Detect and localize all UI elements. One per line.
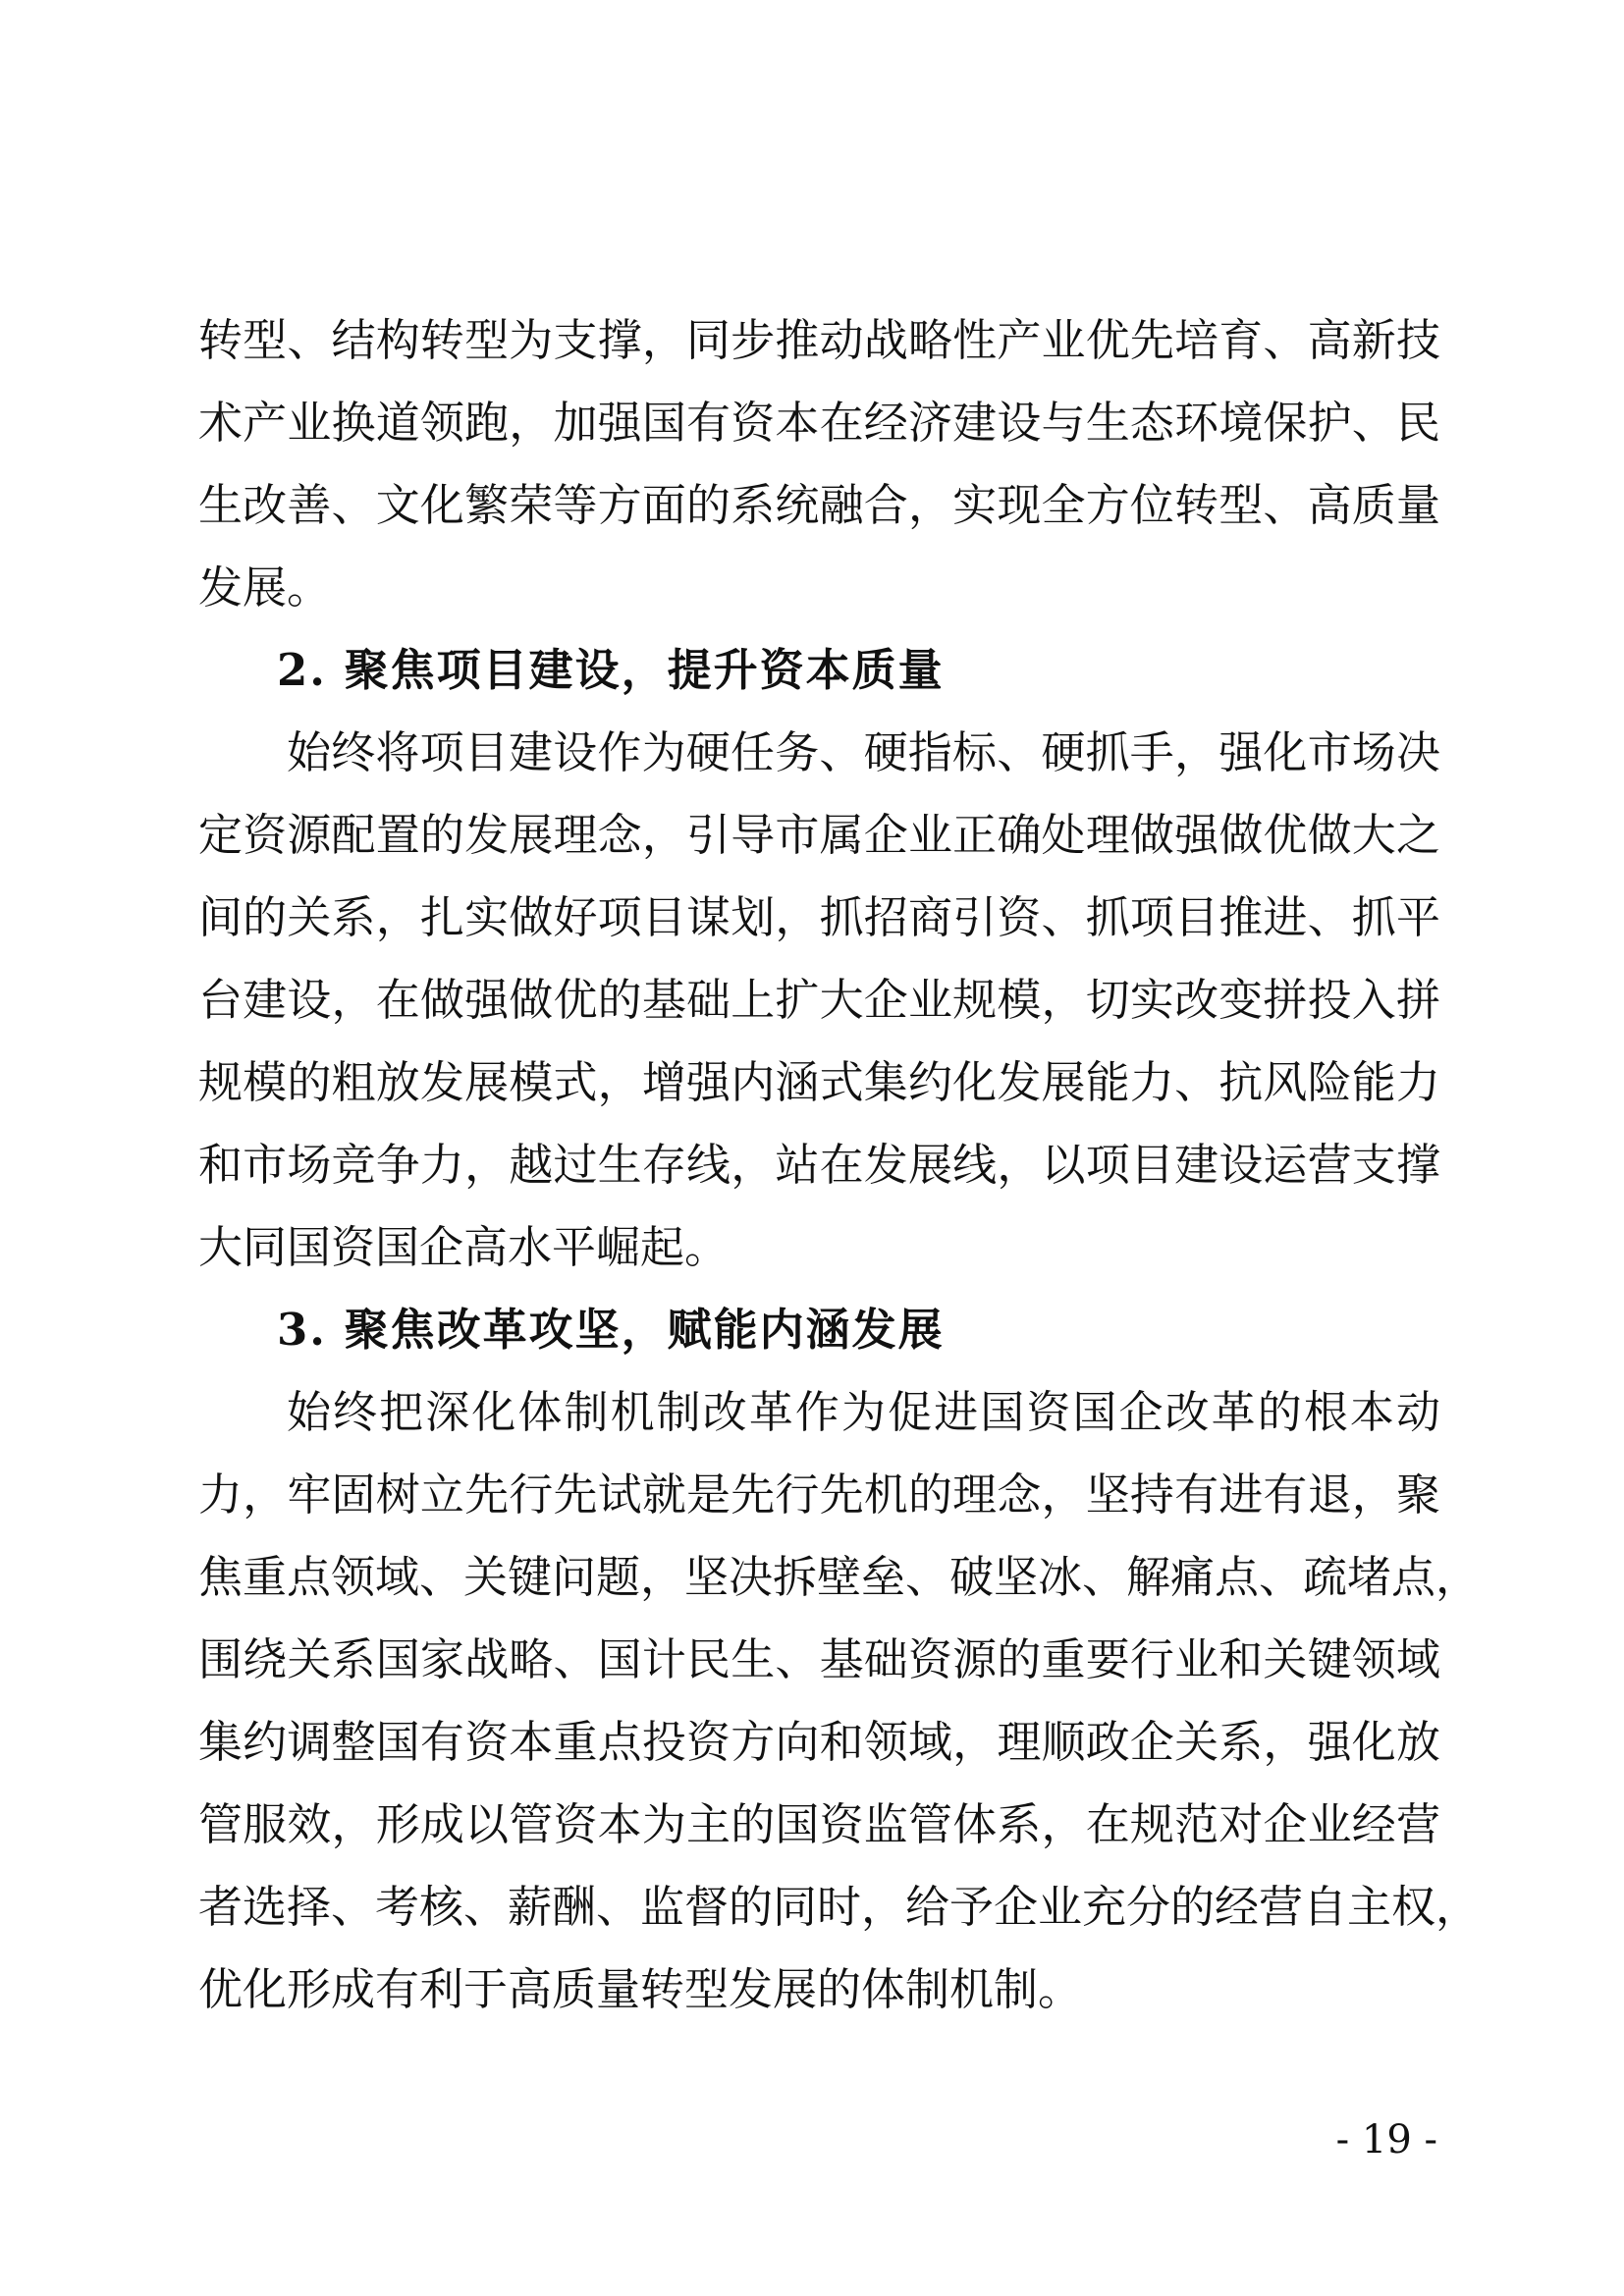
paragraph-3-line-8: 优化形成有利于高质量转型发展的体制机制。 bbox=[198, 1963, 1083, 2015]
section-heading-3: 3. 聚焦改革攻坚，赋能内涵发展 bbox=[277, 1304, 945, 1356]
paragraph-3-line-1: 始终把深化体制机制改革作为促进国资国企改革的根本动 bbox=[287, 1386, 1440, 1438]
paragraph-3-line-5: 集约调整国有资本重点投资方向和领域，理顺政企关系，强化放 bbox=[198, 1716, 1440, 1768]
section-heading-2: 2. 聚焦项目建设，提升资本质量 bbox=[277, 644, 945, 696]
paragraph-2-line-4: 台建设，在做强做优的基础上扩大企业规模，切实改变拼投入拼 bbox=[198, 974, 1440, 1026]
paragraph-1-line-3: 生改善、文化繁荣等方面的系统融合，实现全方位转型、高质量 bbox=[198, 479, 1440, 531]
paragraph-2-line-6: 和市场竞争力，越过生存线，站在发展线，以项目建设运营支撑 bbox=[198, 1139, 1440, 1191]
paragraph-3-line-7: 者选择、考核、薪酬、监督的同时，给予企业充分的经营自主权， bbox=[198, 1881, 1481, 1933]
paragraph-3-line-6: 管服效，形成以管资本为主的国资监管体系，在规范对企业经营 bbox=[198, 1798, 1440, 1850]
paragraph-3-line-2: 力，牢固树立先行先试就是先行先机的理念，坚持有进有退，聚 bbox=[198, 1468, 1440, 1521]
paragraph-1-line-1: 转型、结构转型为支撑，同步推动战略性产业优先培育、高新技 bbox=[198, 314, 1440, 366]
page-number: - 19 - bbox=[1335, 2117, 1437, 2163]
paragraph-2-line-5: 规模的粗放发展模式，增强内涵式集约化发展能力、抗风险能力 bbox=[198, 1056, 1440, 1108]
paragraph-2-line-7: 大同国资国企高水平崛起。 bbox=[198, 1221, 730, 1273]
paragraph-2-line-1: 始终将项目建设作为硬任务、硬指标、硬抓手，强化市场决 bbox=[287, 726, 1440, 778]
paragraph-3-line-3: 焦重点领域、关键问题，坚决拆壁垒、破坚冰、解痛点、疏堵点， bbox=[198, 1551, 1481, 1603]
paragraph-2-line-3: 间的关系，扎实做好项目谋划，抓招商引资、抓项目推进、抓平 bbox=[198, 891, 1440, 943]
paragraph-1-line-2: 术产业换道领跑，加强国有资本在经济建设与生态环境保护、民 bbox=[198, 397, 1440, 449]
paragraph-2-line-2: 定资源配置的发展理念，引导市属企业正确处理做强做优做大之 bbox=[198, 809, 1440, 861]
paragraph-1-line-4: 发展。 bbox=[198, 561, 332, 614]
paragraph-3-line-4: 围绕关系国家战略、国计民生、基础资源的重要行业和关键领域 bbox=[198, 1633, 1440, 1685]
